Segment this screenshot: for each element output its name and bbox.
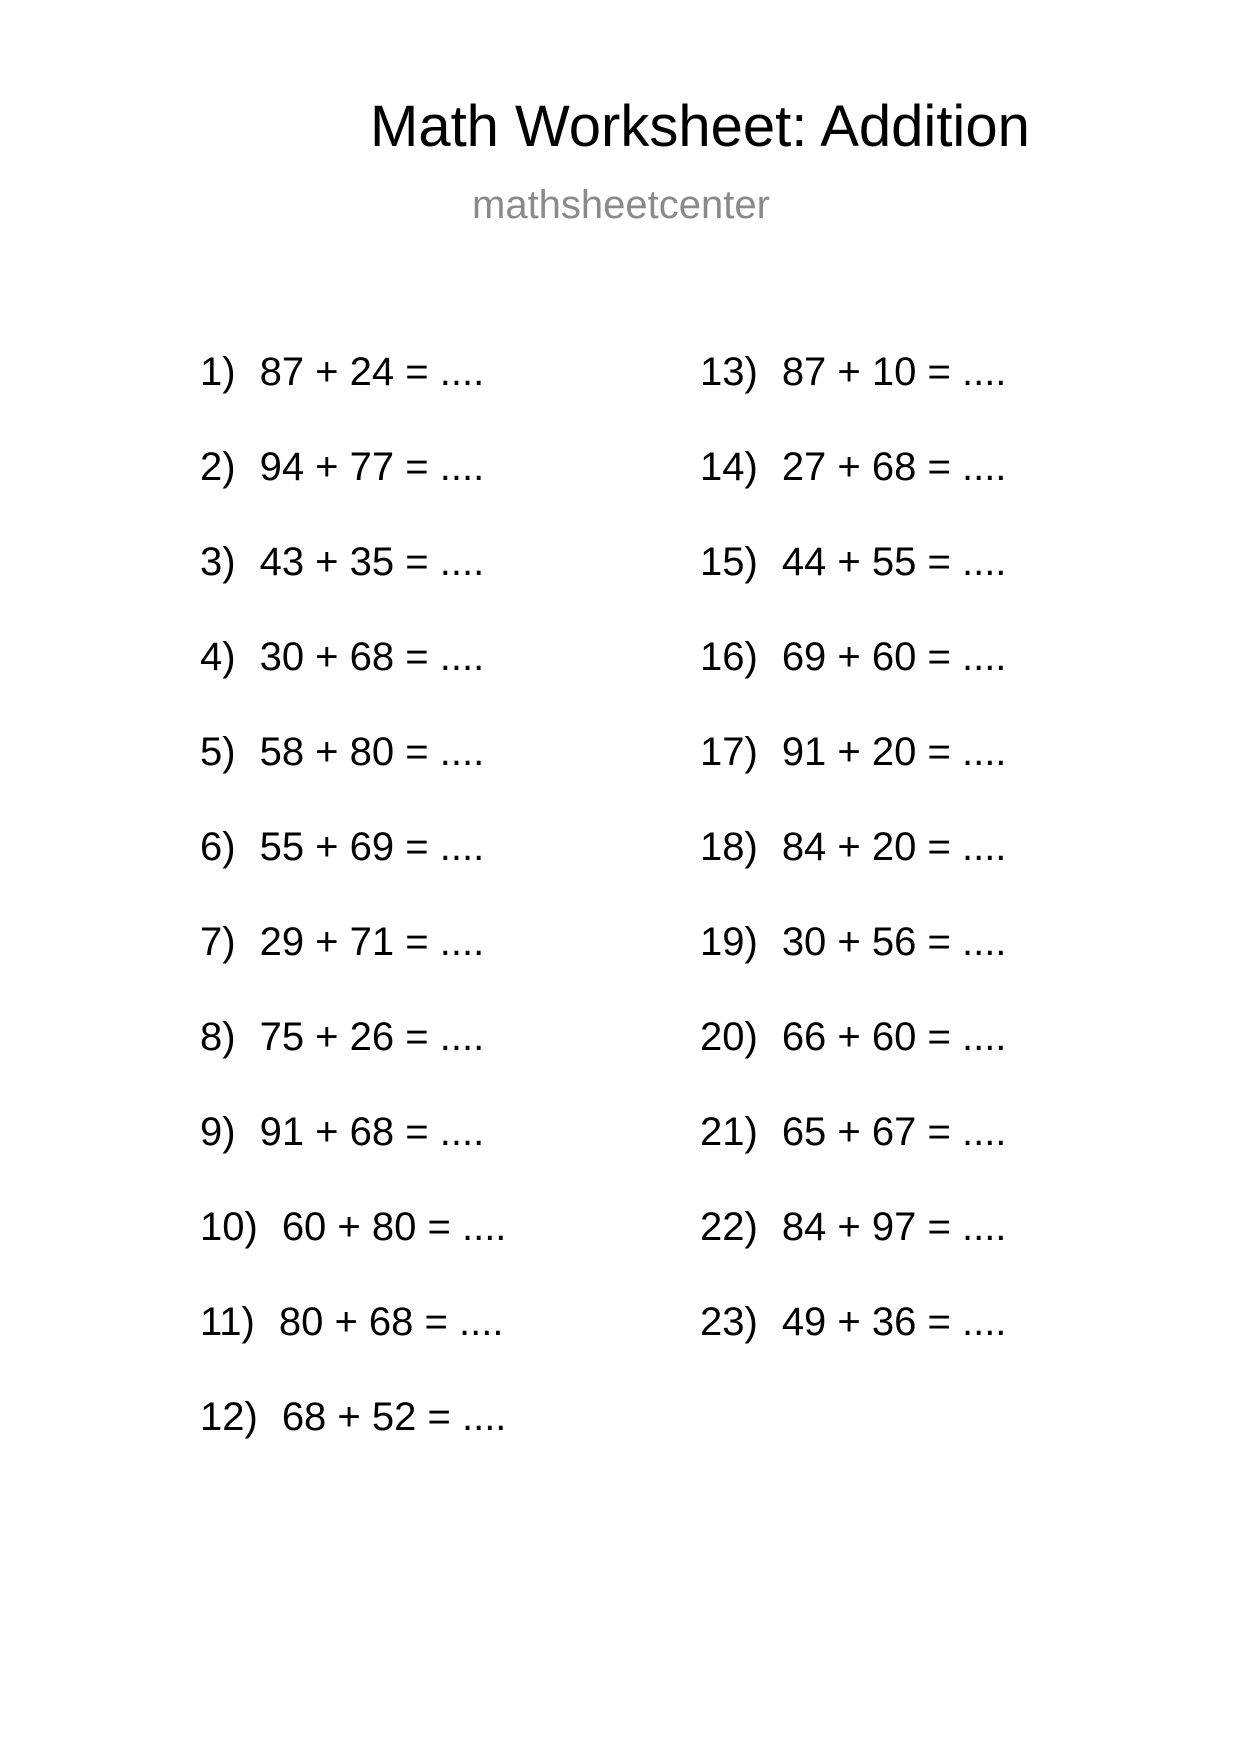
problem-number: 5) — [200, 730, 236, 774]
problem-expression: 84 + 20 = .... — [781, 825, 1007, 869]
problem-number: 11) — [200, 1300, 255, 1344]
problem-expression: 66 + 60 = .... — [781, 1015, 1007, 1059]
problem-item — [200, 732, 506, 827]
problem-expression: 58 + 80 = .... — [259, 730, 485, 774]
problem-item — [700, 922, 1006, 1017]
problem-item — [200, 637, 506, 732]
problem-item — [200, 352, 506, 447]
problem-item — [700, 827, 1006, 922]
problem-number: 7) — [200, 920, 236, 964]
problem-expression: 68 + 52 = .... — [281, 1395, 507, 1439]
problem-item — [700, 1017, 1006, 1112]
problem-item — [700, 542, 1006, 637]
problem-expression: 87 + 24 = .... — [259, 350, 485, 394]
problem-number: 20) — [700, 1015, 758, 1059]
problem-item — [200, 827, 506, 922]
problem-expression: 30 + 56 = .... — [781, 920, 1007, 964]
problem-number: 18) — [700, 825, 758, 869]
problem-expression: 49 + 36 = .... — [781, 1300, 1007, 1344]
problem-number: 14) — [700, 445, 758, 489]
problem-number: 17) — [700, 730, 758, 774]
problem-expression: 29 + 71 = .... — [259, 920, 485, 964]
problem-expression: 91 + 68 = .... — [259, 1110, 485, 1154]
problem-expression: 27 + 68 = .... — [781, 445, 1007, 489]
problem-number: 10) — [200, 1205, 258, 1249]
problem-expression: 69 + 60 = .... — [781, 635, 1007, 679]
problem-expression: 75 + 26 = .... — [259, 1015, 485, 1059]
problem-item — [700, 1207, 1006, 1302]
problem-item — [700, 447, 1006, 542]
problem-expression: 94 + 77 = .... — [259, 445, 485, 489]
problem-number: 15) — [700, 540, 758, 584]
problem-item — [200, 447, 506, 542]
problem-item — [700, 1112, 1006, 1207]
problem-number: 3) — [200, 540, 236, 584]
problem-item — [200, 1397, 506, 1492]
problem-item — [200, 1112, 506, 1207]
problem-number: 23) — [700, 1300, 758, 1344]
problem-item — [200, 922, 506, 1017]
problem-item — [700, 1302, 1006, 1397]
problem-number: 22) — [700, 1205, 758, 1249]
page-subtitle: mathsheetcenter — [472, 183, 770, 227]
problem-expression: 91 + 20 = .... — [781, 730, 1007, 774]
problems-right-column — [700, 352, 1006, 1397]
problem-number: 9) — [200, 1110, 236, 1154]
problem-number: 8) — [200, 1015, 236, 1059]
problem-expression: 80 + 68 = .... — [278, 1300, 504, 1344]
problem-expression: 65 + 67 = .... — [781, 1110, 1007, 1154]
problem-item — [700, 637, 1006, 732]
page-title: Math Worksheet: Addition — [370, 94, 1030, 159]
problem-number: 13) — [700, 350, 758, 394]
problem-expression: 60 + 80 = .... — [281, 1205, 507, 1249]
problem-expression: 44 + 55 = .... — [781, 540, 1007, 584]
problems-left-column — [200, 352, 506, 1492]
problem-number: 2) — [200, 445, 236, 489]
problem-expression: 55 + 69 = .... — [259, 825, 485, 869]
problem-number: 12) — [200, 1395, 258, 1439]
problem-item — [700, 732, 1006, 827]
problem-number: 6) — [200, 825, 236, 869]
problem-number: 21) — [700, 1110, 758, 1154]
problem-item — [200, 542, 506, 637]
problem-number: 19) — [700, 920, 758, 964]
problem-expression: 84 + 97 = .... — [781, 1205, 1007, 1249]
problem-item — [700, 352, 1006, 447]
problem-expression: 87 + 10 = .... — [781, 350, 1007, 394]
problem-item — [200, 1017, 506, 1112]
problem-number: 1) — [200, 350, 236, 394]
problem-item — [200, 1302, 506, 1397]
problem-expression: 43 + 35 = .... — [259, 540, 485, 584]
problem-number: 16) — [700, 635, 758, 679]
problem-item — [200, 1207, 506, 1302]
problem-number: 4) — [200, 635, 236, 679]
problem-expression: 30 + 68 = .... — [259, 635, 485, 679]
